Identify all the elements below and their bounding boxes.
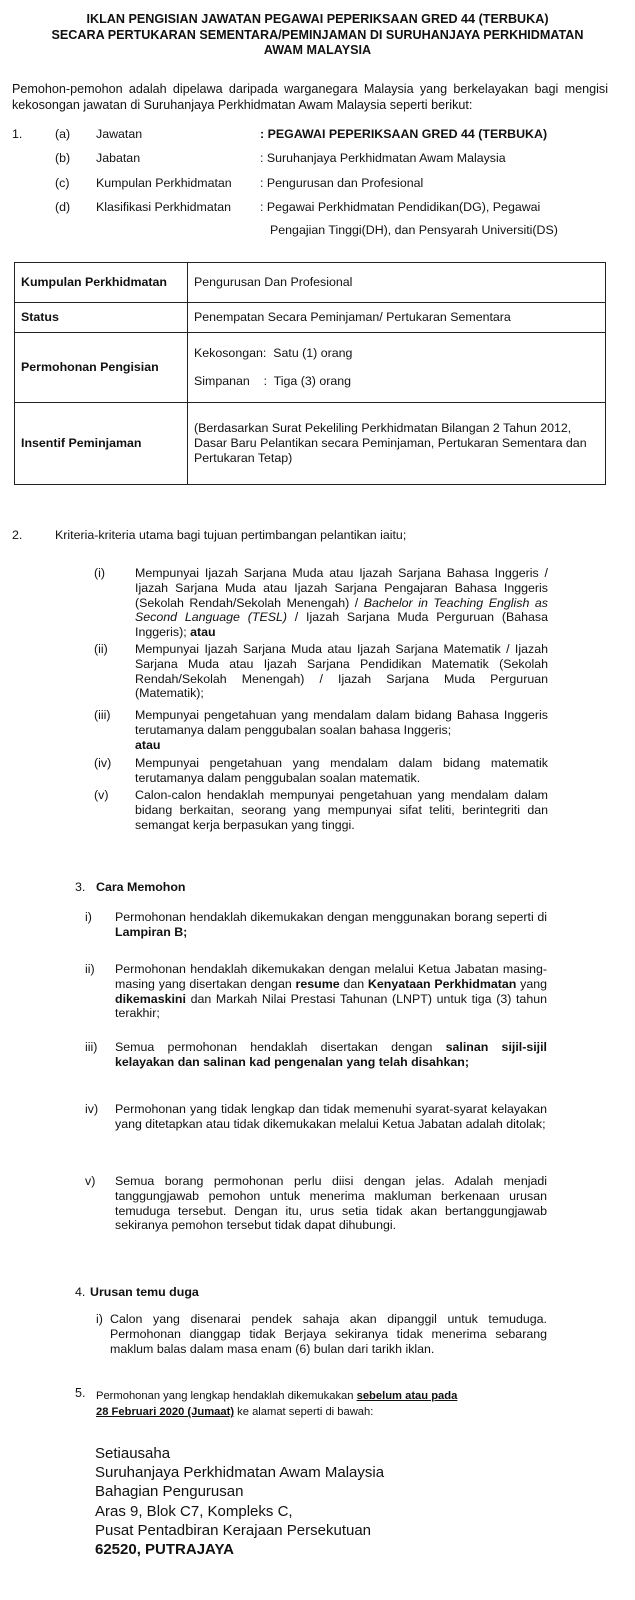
section-5-line-1 xyxy=(96,1388,551,1404)
section-5-number: 5. xyxy=(75,1386,86,1400)
section-5-line-2 xyxy=(96,1404,551,1420)
address-line: Pusat Pentadbiran Kerajaan Persekutuan xyxy=(95,1521,372,1539)
apply-step-iii-part-2: salinan sijil-sijil kelayakan dan salinan kad pengenalan yang telah disahkan; xyxy=(115,1040,548,1069)
apply-step-ii-part-3: dan xyxy=(339,976,368,991)
apply-step-iv-text: Permohonan yang tidak lengkap dan tidak memenuhi syarat-syarat kelayakan yang ditetapkan atau tidak dikemukakan melalui Ketua Jabatan adalah ditolak; xyxy=(115,1102,547,1131)
criteria-i-part-1: Mempunyai Ijazah Sarjana Muda atau Ijazah Sarjana Bahasa Inggeris / Ijazah Sarjana Muda atau Ijazah Sarjana Pengajaran Bahasa Inggeris (Sekolah Rendah/Sekolah Menengah) / xyxy=(135,566,548,610)
item-a-letter: (a) xyxy=(55,127,71,141)
criteria-iii-text xyxy=(135,708,548,752)
document-title xyxy=(0,12,635,59)
section-4-number: 4. xyxy=(75,1285,86,1299)
apply-step-iii-number: iii) xyxy=(85,1040,98,1054)
address-line: Bahagian Pengurusan xyxy=(95,1483,244,1501)
address-line: Setiausaha xyxy=(95,1445,171,1462)
section-3-heading: Cara Memohon xyxy=(96,880,186,894)
item-c-value: : Pengurusan dan Profesional xyxy=(260,176,424,190)
criteria-i-part-4: atau xyxy=(190,625,216,640)
section-5-part-1: Permohonan yang lengkap hendaklah dikemukakan xyxy=(96,1390,357,1402)
item-a-value: : PEGAWAI PEPERIKSAAN GRED 44 (TERBUKA) xyxy=(260,127,548,141)
table-row xyxy=(15,263,606,303)
table-key: Kumpulan Perkhidmatan xyxy=(15,263,188,303)
table-row xyxy=(15,403,606,485)
address-postcode-city: 62520, PUTRAJAYA xyxy=(95,1541,234,1559)
table-key: Insentif Peminjaman xyxy=(15,403,188,485)
item-a-label: Jawatan xyxy=(96,127,143,141)
apply-step-ii-text xyxy=(115,962,547,1021)
interview-i-text: Calon yang disenarai pendek sahaja akan dipanggil untuk temuduga. Permohonan dianggap tidak Berjaya sekiranya tidak menerima sebarang maklum balas dalam masa enam (6) bulan dari tarikh iklan. xyxy=(110,1312,547,1356)
apply-step-ii-part-2: resume xyxy=(295,976,340,991)
table-row xyxy=(15,303,606,333)
deadline-date: 28 Februari 2020 (Jumaat) xyxy=(96,1406,235,1418)
item-b-label: Jabatan xyxy=(96,151,141,165)
criteria-ii-text: Mempunyai Ijazah Sarjana Muda atau Ijazah Sarjana Matematik / Ijazah Sarjana Muda atau Ijazah Sarjana Pendidikan Matematik (Sekolah Rendah/Sekolah Menengah) / Ijazah Sarjana Muda Perguruan (Matematik); xyxy=(135,642,548,701)
apply-step-ii-part-7: dan Markah Nilai Prestasi Tahunan (LNPT) untuk tiga (3) tahun terakhir; xyxy=(115,991,547,1021)
title-line-3: AWAM MALAYSIA xyxy=(263,43,372,57)
vacancy-count: Kekosongan: Satu (1) orang xyxy=(194,346,353,360)
criteria-v-text: Calon-calon hendaklah mempunyai pengetahuan yang mendalam dalam bidang berkaitan, seorang yang mempunyai sifat teliti, berintegriti dan semangat kerja berpasukan yang tinggi. xyxy=(135,788,548,832)
section-5-text xyxy=(96,1388,551,1420)
criteria-iv-text: Mempunyai pengetahuan yang mendalam dalam bidang matematik terutamanya dalam penggubalan soalan matematik. xyxy=(135,756,548,785)
apply-step-i-text xyxy=(115,910,547,940)
apply-step-i-part-1: Permohonan hendaklah dikemukakan dengan menggunakan borang seperti di xyxy=(115,910,547,924)
apply-step-iii-part-1: Semua permohonan hendaklah disertakan dengan xyxy=(115,1040,446,1054)
criteria-i-text xyxy=(135,566,548,640)
item-d-value: : Pegawai Perkhidmatan Pendidikan(DG), Pegawai xyxy=(260,200,541,214)
criteria-iii-part-2: atau xyxy=(135,737,161,752)
criteria-i-part-3: / Ijazah Sarjana Muda Perguruan (Bahasa Inggeris); xyxy=(135,610,548,640)
item-c-letter: (c) xyxy=(55,176,70,190)
criteria-ii-number: (ii) xyxy=(94,642,108,656)
apply-step-ii-part-4: Kenyataan Perkhidmatan xyxy=(367,976,517,991)
table-row xyxy=(15,333,606,403)
item-c-label: Kumpulan Perkhidmatan xyxy=(96,176,232,190)
intro-paragraph: Pemohon-pemohon adalah dipelawa daripada warganegara Malaysia yang berkelayakan bagi mengisi kekosongan jawatan di Suruhanjaya Perkhidmatan Awam Malaysia seperti berikut: xyxy=(12,82,608,112)
criteria-i-part-2: Bachelor in Teaching English as Second Language (TESL) xyxy=(135,595,548,625)
item-b-letter: (b) xyxy=(55,151,71,165)
criteria-v-number: (v) xyxy=(94,788,109,802)
table-key: Permohonan Pengisian xyxy=(15,333,188,403)
apply-step-ii-number: ii) xyxy=(85,962,95,976)
section-1-number: 1. xyxy=(12,127,23,141)
table-value: Penempatan Secara Peminjaman/ Pertukaran Sementara xyxy=(188,303,606,333)
reserve-count: Simpanan : Tiga (3) orang xyxy=(194,374,352,388)
section-2-heading: Kriteria-kriteria utama bagi tujuan pertimbangan pelantikan iaitu; xyxy=(55,528,407,542)
mailing-address xyxy=(95,1444,384,1559)
table-key: Status xyxy=(15,303,188,333)
criteria-iv-number: (iv) xyxy=(94,756,112,770)
criteria-iii-number: (iii) xyxy=(94,708,111,722)
title-line-1: IKLAN PENGISIAN JAWATAN PEGAWAI PEPERIKSAAN GRED 44 (TERBUKA) xyxy=(86,12,549,26)
title-line-2: SECARA PERTUKARAN SEMENTARA/PEMINJAMAN DI SURUHANJAYA PERKHIDMATAN xyxy=(51,27,584,42)
section-2-number: 2. xyxy=(12,528,23,542)
info-table xyxy=(14,262,606,485)
section-5-part-4: ke alamat seperti di bawah: xyxy=(234,1406,374,1418)
item-b-value: : Suruhanjaya Perkhidmatan Awam Malaysia xyxy=(260,151,506,165)
item-d-letter: (d) xyxy=(55,200,71,214)
criteria-iii-part-1: Mempunyai pengetahuan yang mendalam dalam bidang Bahasa Inggeris terutamanya dalam penggubalan soalan bahasa Inggeris; xyxy=(135,708,548,737)
deadline-prefix: sebelum atau pada xyxy=(356,1390,458,1402)
criteria-i-number: (i) xyxy=(94,566,106,580)
table-value: (Berdasarkan Surat Pekeliling Perkhidmatan Bilangan 2 Tahun 2012, Dasar Baru Pelantikan secara Peminjaman, Pertukaran Sementara dan Pertukaran Tetap) xyxy=(188,403,606,485)
apply-step-ii-part-6: dikemaskini xyxy=(115,991,186,1006)
apply-step-iv-number: iv) xyxy=(85,1102,99,1116)
apply-step-i-number: i) xyxy=(85,910,92,924)
address-line: Suruhanjaya Perkhidmatan Awam Malaysia xyxy=(95,1464,385,1482)
apply-step-ii-part-5: yang xyxy=(516,976,547,991)
table-value: Pengurusan Dan Profesional xyxy=(188,263,606,303)
apply-step-ii-part-1: Permohonan hendaklah dikemukakan dengan melalui Ketua Jabatan masing-masing yang disertakan dengan xyxy=(115,962,547,991)
apply-step-i-part-2: Lampiran B; xyxy=(115,924,188,939)
interview-i-number: i) xyxy=(96,1312,103,1326)
table-value xyxy=(188,333,606,403)
address-line: Aras 9, Blok C7, Kompleks C, xyxy=(95,1502,293,1520)
section-4-heading: Urusan temu duga xyxy=(90,1285,199,1299)
section-3-number: 3. xyxy=(75,880,86,894)
apply-step-v-number: v) xyxy=(85,1174,96,1188)
item-d-label: Klasifikasi Perkhidmatan xyxy=(96,200,231,214)
apply-step-v-text: Semua borang permohonan perlu diisi dengan jelas. Adalah menjadi tanggungjawab pemohon untuk menerima makluman berkenaan urusan temuduga tersebut. Dengan itu, urus setia tidak akan bertanggungjawab sekiranya pemohon tersebut tidak dapat dihubungi. xyxy=(115,1174,547,1233)
apply-step-iii-text xyxy=(115,1040,547,1070)
item-d-value-line-2: Pengajian Tinggi(DH), dan Pensyarah Universiti(DS) xyxy=(270,223,558,237)
